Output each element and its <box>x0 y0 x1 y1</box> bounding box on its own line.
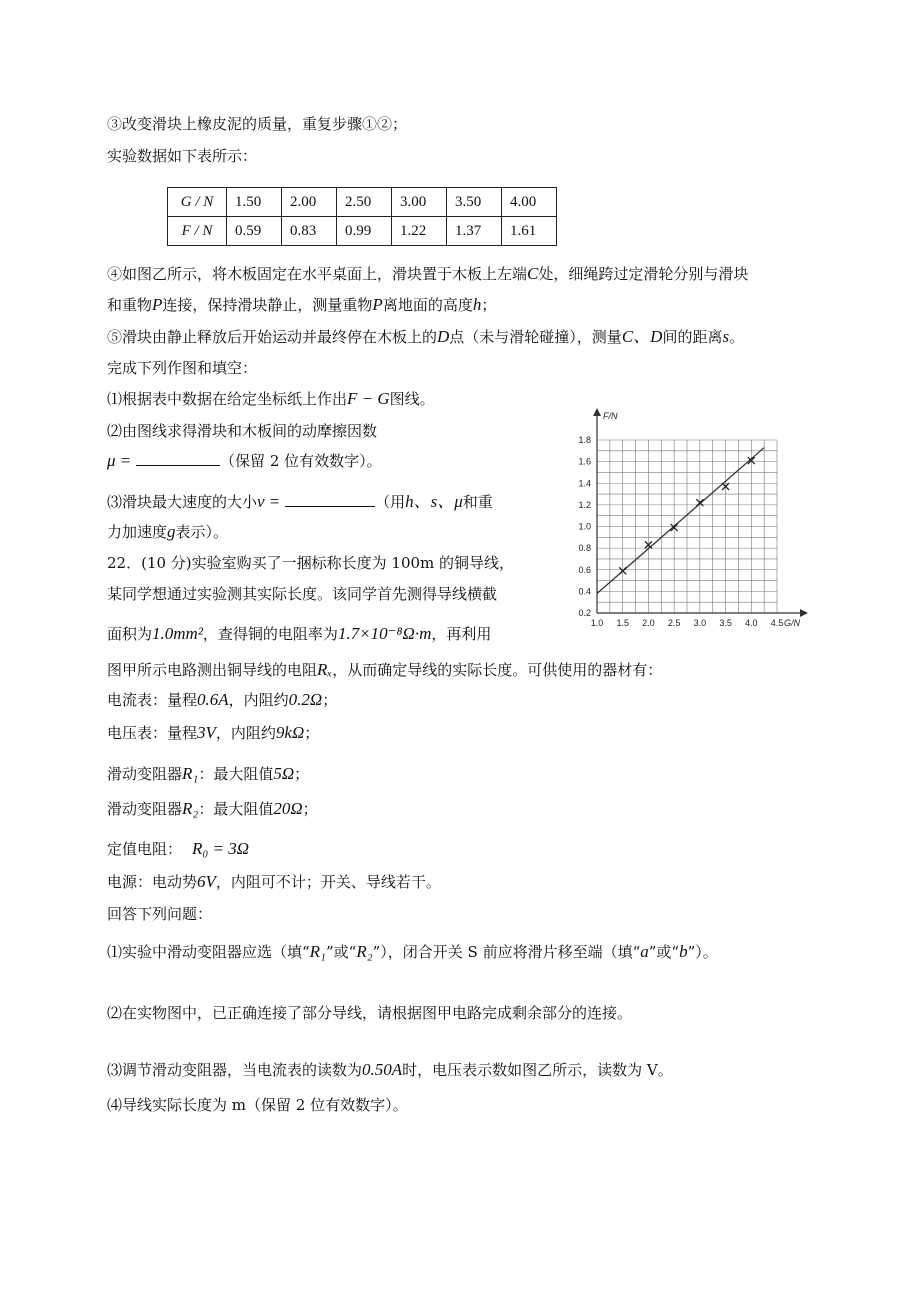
text: 电压表：量程 <box>107 724 198 742</box>
text: ； <box>481 296 497 314</box>
text: ：最大阻值 <box>198 765 274 783</box>
text: 。 <box>729 328 745 346</box>
answer-blank[interactable] <box>285 492 375 507</box>
y-tick-label: 1.4 <box>578 478 591 489</box>
step4-line2 <box>107 295 496 315</box>
chart-marks <box>597 448 764 594</box>
p22-line1: 22．(10 分)实验室购买了一捆标称长度为 100m 的铜导线， <box>107 554 515 572</box>
text: ”或“ <box>648 943 680 961</box>
y-tick-label: 0.4 <box>578 586 591 597</box>
value: 0.50A <box>362 1060 403 1079</box>
var-p: P <box>372 295 383 314</box>
a3-line <box>107 1060 673 1080</box>
text: ，再利用 <box>431 625 492 643</box>
text: ⑤滑块由静止释放后开始运动并最终停在木板上的 <box>107 328 438 346</box>
y-tick-label: 0.2 <box>578 608 591 618</box>
text: ； <box>294 765 310 783</box>
table-cell: 0.99 <box>337 217 392 246</box>
y-axis-label: F/N <box>603 411 618 421</box>
table-cell: 0.83 <box>282 217 337 246</box>
x-axis-label: G/N <box>783 618 801 628</box>
var-c: C <box>527 264 539 283</box>
equip-fixed-resistor <box>107 839 249 859</box>
x-tick-label: 4.0 <box>745 618 758 628</box>
y-tick-label: 0.8 <box>578 543 591 554</box>
complete-text: 完成下列作图和填空： <box>107 359 258 377</box>
y-tick-label: 1.0 <box>578 521 591 532</box>
chart-grid <box>597 440 777 613</box>
value: 20Ω <box>273 799 303 818</box>
text: ； <box>302 800 318 818</box>
q3-line2 <box>107 522 228 542</box>
table-cell: 0.59 <box>227 217 282 246</box>
a2-line: ⑵在实物图中，已正确连接了部分导线，请根据图甲电路完成剩余部分的连接。 <box>107 1004 633 1022</box>
text: 和重 <box>462 493 493 511</box>
value: 5Ω <box>273 764 295 783</box>
text: ，内阻约 <box>215 724 276 742</box>
value: 0.2Ω <box>288 690 323 709</box>
q2-line1: ⑵由图线求得滑块和木板间的动摩擦因数 <box>107 422 378 440</box>
table-cell: 1.22 <box>392 217 447 246</box>
var-d: D <box>437 327 450 346</box>
text: ”），闭合开关 S 前应将滑片移至端（填“ <box>372 943 641 961</box>
text: ”或“ <box>325 943 357 961</box>
y-tick-label: 1.2 <box>578 499 591 510</box>
text: 和重物 <box>107 296 153 314</box>
text: ，从而确定导线的实际长度。可供使用的器材有： <box>332 661 663 679</box>
var-r2: R₂ <box>356 942 373 961</box>
a1-line <box>107 942 718 962</box>
text: ； <box>322 691 338 709</box>
text: 离地面的高度 <box>382 296 473 314</box>
var-r1: R₁ <box>182 764 199 783</box>
table-cell: 2.50 <box>337 188 392 217</box>
value: 6V <box>197 872 216 891</box>
var-rho: 1.7×10⁻⁸Ω·m <box>337 624 432 643</box>
text: （用 <box>375 493 406 511</box>
step4-line1 <box>107 264 748 284</box>
table-intro: 实验数据如下表所示： <box>107 147 258 165</box>
p22-line4 <box>107 660 662 680</box>
table-cell: 2.00 <box>282 188 337 217</box>
text: ：最大阻值 <box>198 800 274 818</box>
text: 连接，保持滑块静止，测量重物 <box>162 296 373 314</box>
equip-rheostat-2 <box>107 799 318 819</box>
value: 0.6A <box>197 690 229 709</box>
var-g: g <box>167 522 176 541</box>
p22-line2: 某同学想通过实验测其实际长度。该同学首先测得导线横截 <box>107 585 498 603</box>
table-cell: 1.61 <box>502 217 557 246</box>
text: ⑶调节滑动变阻器，当电流表的读数为 <box>107 1061 363 1079</box>
equip-voltmeter <box>107 723 319 743</box>
equip-rheostat-1 <box>107 764 309 784</box>
text: ，查得铜的电阻率为 <box>202 625 338 643</box>
text: 电源：电动势 <box>107 873 198 891</box>
x-tick-label: 2.5 <box>667 618 681 628</box>
table-header-g: G / N <box>168 188 227 217</box>
text: 点（未与滑轮碰撞），测量 <box>449 328 622 346</box>
text: 电流表：量程 <box>107 691 198 709</box>
text: ⑴根据表中数据在给定坐标纸上作出 <box>107 390 348 408</box>
text: ； <box>304 724 320 742</box>
x-tick-label: 1.5 <box>616 618 629 628</box>
y-tick-label: 1.8 <box>578 435 591 445</box>
equip-source <box>107 872 441 892</box>
y-tick-label: 1.6 <box>578 456 591 467</box>
y-axis-arrow <box>593 408 601 416</box>
var-area: 1.0mm² <box>152 624 203 643</box>
x-tick-label: 1.0 <box>590 618 604 628</box>
var-r1: R₁ <box>309 942 326 961</box>
value: 9kΩ <box>275 723 305 742</box>
table-row-g <box>168 188 557 217</box>
text: ④如图乙所示，将木板固定在水平桌面上，滑块置于木板上左端 <box>107 265 528 283</box>
text: 滑动变阻器 <box>107 800 183 818</box>
var-fg: F − G <box>347 389 390 408</box>
var-hsmu: h、s、μ <box>405 492 463 511</box>
table-cell: 3.50 <box>447 188 502 217</box>
text: 定值电阻： <box>107 840 183 858</box>
var-b: b <box>679 942 688 961</box>
answer-blank[interactable] <box>136 451 220 466</box>
equip-ammeter <box>107 690 337 710</box>
chart-ticks <box>578 411 800 628</box>
text: （保留 2 位有效数字）。 <box>220 452 382 470</box>
text: ，内阻约 <box>228 691 289 709</box>
q3-line1 <box>107 492 493 512</box>
text: ”）。 <box>687 943 718 961</box>
var-h: h <box>472 295 482 314</box>
q2-line2 <box>107 451 382 471</box>
chart-axes <box>593 408 808 617</box>
x-tick-label: 3.5 <box>719 618 732 628</box>
text: 力加速度 <box>107 523 168 541</box>
var-cd: C、D <box>621 327 663 346</box>
text: 图甲所示电路测出铜导线的电阻 <box>107 661 318 679</box>
var-s: s <box>722 327 730 346</box>
step3-text: ③改变滑块上橡皮泥的质量，重复步骤①②； <box>107 115 408 133</box>
step5-line <box>107 327 744 347</box>
a4-line: ⑷导线实际长度为 m（保留 2 位有效数字）。 <box>107 1096 408 1114</box>
text: ⑶滑块最大速度的大小 <box>107 493 258 511</box>
var-r2: R₂ <box>182 799 199 818</box>
text: 滑动变阻器 <box>107 765 183 783</box>
text: ，内阻可不计；开关、导线若干。 <box>215 873 441 891</box>
table-cell: 4.00 <box>502 188 557 217</box>
text: 时，电压表示数如图乙所示，读数为 V。 <box>402 1061 673 1079</box>
value: R₀ = 3Ω <box>192 839 250 858</box>
y-tick-label: 0.6 <box>578 564 591 575</box>
table-header-f: F / N <box>168 217 227 246</box>
text: 处，细绳跨过定滑轮分别与滑块 <box>538 265 749 283</box>
table-cell: 1.50 <box>227 188 282 217</box>
text: 面积为 <box>107 625 153 643</box>
text: 图线。 <box>389 390 435 408</box>
f-g-chart <box>552 404 822 636</box>
x-tick-label: 3.0 <box>693 618 707 628</box>
table-row-f <box>168 217 557 246</box>
text: ⑴实验中滑动变阻器应选（填“ <box>107 943 310 961</box>
value: 3V <box>197 723 216 742</box>
table-cell: 3.00 <box>392 188 447 217</box>
x-tick-label: 2.0 <box>642 618 655 628</box>
table-cell: 1.37 <box>447 217 502 246</box>
q1-line <box>107 389 435 409</box>
data-table <box>167 187 557 246</box>
answer-intro: 回答下列问题： <box>107 905 213 923</box>
var-p: P <box>152 295 163 314</box>
var-a: a <box>640 942 649 961</box>
p22-line3 <box>107 624 491 644</box>
x-tick-label: 4.5 <box>770 618 784 628</box>
var-mu: μ = <box>107 451 132 470</box>
x-axis-arrow <box>800 609 808 617</box>
var-v: v = <box>257 492 281 511</box>
var-rx: Rₓ <box>317 660 333 679</box>
text: 表示）。 <box>175 523 229 541</box>
text: 间的距离 <box>662 328 723 346</box>
